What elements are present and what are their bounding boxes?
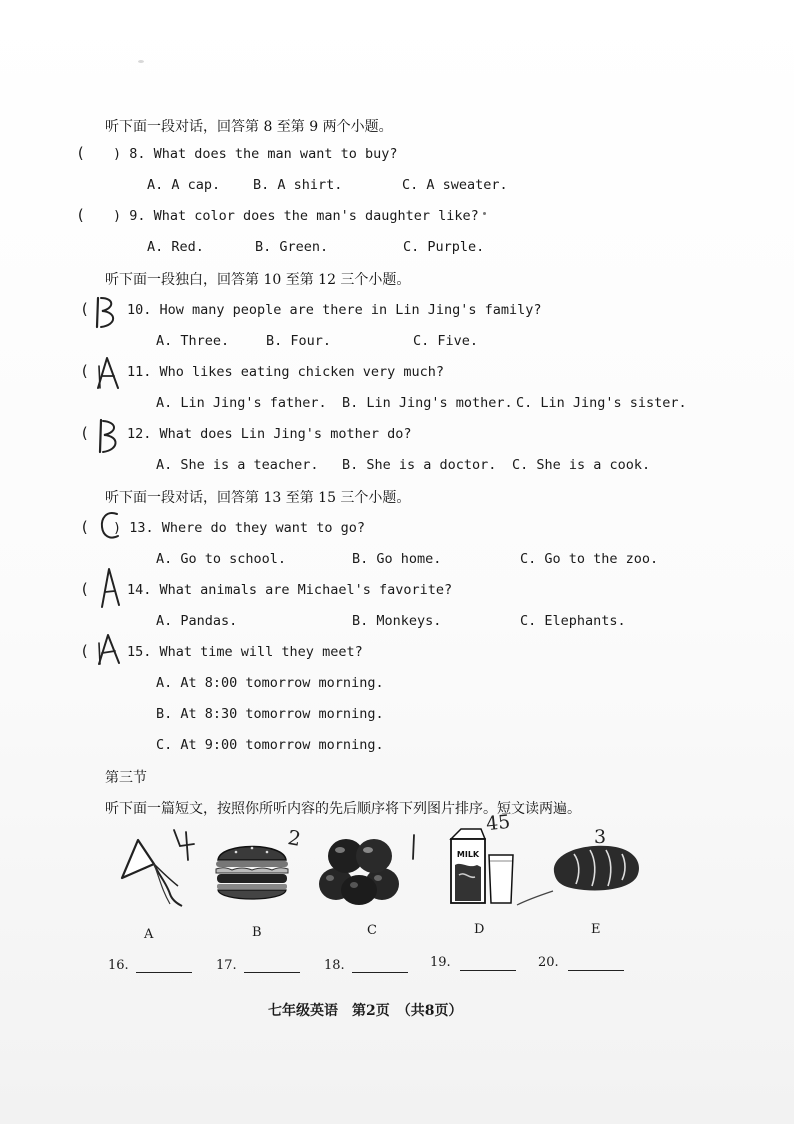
q15-option-c: C. At 9:00 tomorrow morning. [156, 737, 384, 753]
q13-option-c: C. Go to the zoo. [520, 551, 659, 567]
q12-option-a: A. She is a teacher. [156, 457, 319, 473]
q14-option-a: A. Pandas. [156, 613, 238, 629]
answer-paren: ( [80, 518, 90, 536]
handwritten-order-mark: 45 [484, 810, 512, 836]
answer-paren: ( [80, 642, 90, 660]
section-heading-monologue: 听下面一段独白，回答第 10 至第 12 三个小题。 [105, 272, 411, 288]
blank-label-18: 18. [324, 958, 345, 973]
milk-carton-label: MILK [456, 850, 480, 859]
q12-option-b: B. She is a doctor. [342, 457, 497, 473]
scan-speck [483, 212, 486, 215]
answer-blank-17[interactable] [244, 972, 300, 973]
answer-blank-16[interactable] [136, 972, 192, 973]
apples-icon [318, 830, 400, 906]
picture-label-e: E [591, 922, 601, 937]
q9-option-c: C. Purple. [403, 239, 485, 255]
question-13-stem: ) 13. Where do they want to go? [113, 520, 365, 536]
question-12-stem: 12. What does Lin Jing's mother do? [127, 426, 412, 442]
q9-option-a: A. Red. [147, 239, 204, 255]
answer-paren: ( [76, 144, 86, 162]
q8-option-c: C. A sweater. [402, 177, 508, 193]
answer-blank-19[interactable] [460, 970, 516, 971]
answer-paren: ( [80, 362, 90, 380]
blank-label-20: 20. [538, 955, 559, 970]
handwritten-order-mark [408, 832, 420, 862]
question-8-stem: ) 8. What does the man want to buy? [113, 146, 398, 162]
handwritten-order-mark: 3 [594, 826, 607, 848]
q14-option-b: B. Monkeys. [352, 613, 442, 629]
q11-option-c: C. Lin Jing's sister. [516, 395, 687, 411]
page-footer: 七年级英语 第2页 （共8页） [268, 1003, 463, 1019]
bread-icon [550, 840, 642, 896]
section-heading-dialog-2: 听下面一段对话，回答第 13 至第 15 三个小题。 [105, 490, 411, 506]
section-3-title: 第三节 [105, 770, 147, 786]
q9-option-b: B. Green. [255, 239, 329, 255]
q10-option-c: C. Five. [413, 333, 479, 349]
picture-label-d: D [474, 922, 485, 937]
question-9-stem: ) 9. What color does the man's daughter like? [113, 208, 479, 224]
handwritten-answer-b [92, 294, 122, 330]
hamburger-icon [212, 836, 292, 904]
section-3-instructions: 听下面一篇短文，按照你所听内容的先后顺序将下列图片排序。短文读两遍。 [105, 801, 581, 817]
q11-option-b: B. Lin Jing's mother. [342, 395, 513, 411]
milk-icon [447, 827, 519, 905]
handwritten-answer-a [96, 565, 126, 611]
answer-paren: ( [80, 580, 90, 598]
picture-label-c: C [367, 923, 377, 938]
blank-label-16: 16. [108, 958, 129, 973]
handwritten-answer-b [94, 417, 124, 455]
answer-blank-20[interactable] [568, 970, 624, 971]
section-heading-dialog-1: 听下面一段对话，回答第 8 至第 9 两个小题。 [105, 119, 393, 135]
picture-label-b: B [252, 925, 262, 940]
question-14-stem: 14. What animals are Michael's favorite? [127, 582, 453, 598]
handwritten-order-mark: 2 [286, 825, 303, 851]
scan-speck [138, 60, 144, 63]
handwritten-answer-a [94, 354, 124, 392]
blank-label-19: 19. [430, 955, 451, 970]
q13-option-a: A. Go to school. [156, 551, 287, 567]
q13-option-b: B. Go home. [352, 551, 442, 567]
pencil-stroke [515, 885, 555, 909]
q10-option-b: B. Four. [266, 333, 332, 349]
answer-paren: ( [80, 424, 90, 442]
q15-option-b: B. At 8:30 tomorrow morning. [156, 706, 384, 722]
answer-blank-18[interactable] [352, 972, 408, 973]
q11-option-a: A. Lin Jing's father. [156, 395, 327, 411]
q12-option-c: C. She is a cook. [512, 457, 651, 473]
blank-label-17: 17. [216, 958, 237, 973]
q15-option-a: A. At 8:00 tomorrow morning. [156, 675, 384, 691]
question-15-stem: 15. What time will they meet? [127, 644, 363, 660]
q8-option-a: A. A cap. [147, 177, 221, 193]
picture-label-a: A [144, 927, 154, 942]
answer-paren: ( [76, 206, 86, 224]
question-11-stem: 11. Who likes eating chicken very much? [127, 364, 444, 380]
q14-option-c: C. Elephants. [520, 613, 626, 629]
handwritten-answer-a [94, 631, 126, 667]
question-10-stem: 10. How many people are there in Lin Jing's family? [127, 302, 542, 318]
handwritten-order-mark [170, 826, 198, 862]
q8-option-b: B. A shirt. [253, 177, 343, 193]
q10-option-a: A. Three. [156, 333, 230, 349]
answer-paren: ( [80, 300, 90, 318]
